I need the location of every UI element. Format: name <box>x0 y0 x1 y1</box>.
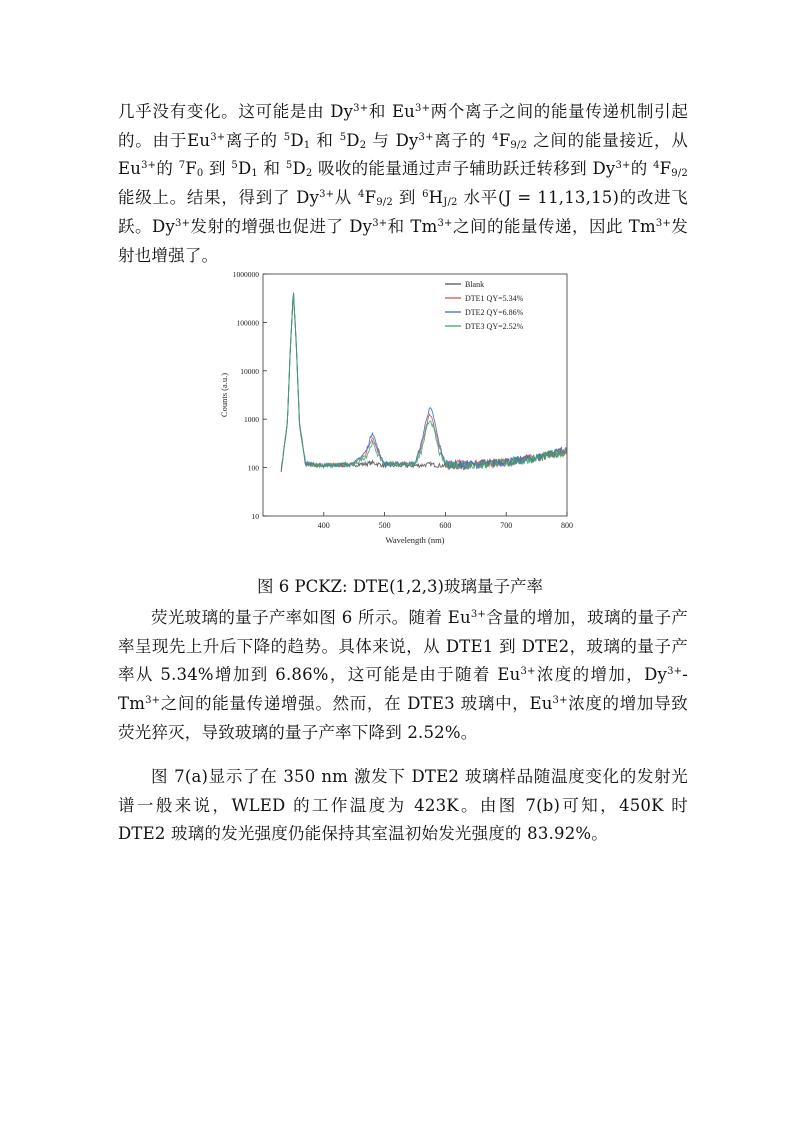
superscript: 5 <box>285 160 293 172</box>
text-run: F <box>364 188 377 208</box>
text-run: 几乎没有变化。这可能是由 Dy <box>118 102 354 121</box>
text-run: 与 Dy <box>366 130 419 150</box>
text-run: 浓度的增加导致荧光猝灭，导致玻璃的量子产率下降到 2.52%。 <box>118 694 688 742</box>
superscript: 3+ <box>210 131 226 143</box>
paragraph-quantum-yield <box>118 604 688 748</box>
superscript: 3+ <box>174 217 191 229</box>
legend-label-2: DTE2 QY=6.86% <box>465 308 524 317</box>
y-tick-label: 100 <box>247 463 259 473</box>
emission-spectrum-chart <box>215 262 585 554</box>
y-tick-label: 100000 <box>236 318 259 328</box>
x-tick-label: 600 <box>439 521 452 530</box>
superscript: 5 <box>339 131 347 143</box>
subscript: 9/2 <box>671 168 688 180</box>
figure-quantum-yield <box>215 262 585 554</box>
superscript: 3+ <box>319 189 335 201</box>
text-run: 离子的 <box>433 130 493 150</box>
text-run: 能级上。结果，得到了 Dy <box>118 188 320 208</box>
text-run: 吸收的能量通过声子辅助跃迁转移到 Dy <box>312 159 616 179</box>
x-axis-label: Wavelength (nm) <box>385 535 445 545</box>
text-run: 从 <box>334 188 358 208</box>
text-run: D <box>237 159 252 179</box>
superscript: 7 <box>178 160 186 172</box>
text-run: 图 7(a)显示了在 350 nm 激发下 DTE2 玻璃样品随温度变化的发射光谱一般来说，WLED 的工作温度为 423K。由图 7(b)可知，450K 时 DTE2 玻璃的发光强度仍能保持其室温初始发光强度的 83.92%。 <box>118 767 688 844</box>
text-run: 和 <box>310 130 340 150</box>
text-run: 含量的增加，玻璃的量子产率呈现先上升后下降的趋势。具体来说，从 DTE1 到 DTE2，玻璃的量子产率从 5.34%增加到 6.86%，这可能是由于随着 Eu <box>118 608 688 685</box>
superscript: 4 <box>358 189 365 201</box>
superscript: 3+ <box>372 217 388 229</box>
text-run: 和 <box>257 159 286 179</box>
superscript: 3+ <box>437 217 453 229</box>
text-run: 之间的能量传递，因此 Tm <box>452 216 656 236</box>
text-run: F <box>659 159 672 179</box>
subscript: 1 <box>251 168 258 180</box>
superscript: 3+ <box>470 609 486 620</box>
text-run: 到 <box>392 188 423 208</box>
text-run: D <box>290 130 304 150</box>
superscript: 6 <box>422 189 429 201</box>
text-run: 两个离子之间的能量传递机制引起的。由于Eu <box>118 102 689 150</box>
text-run: 荧光玻璃的量子产率如图 6 所示。随着 Eu <box>151 608 471 627</box>
x-tick-label: 400 <box>317 521 330 530</box>
figure-caption: 图 6 PCKZ: DTE(1,2,3)玻璃量子产率 <box>257 577 543 596</box>
text-run: D <box>346 130 360 150</box>
y-axis-label: Counts (a.u.) <box>219 372 229 418</box>
superscript: 3+ <box>520 666 536 678</box>
text-run: 发射也增强了。 <box>118 216 688 265</box>
y-tick-label: 10 <box>251 512 259 521</box>
y-tick-label: 1000000 <box>232 270 259 279</box>
text-run: 离子的 <box>225 130 284 150</box>
subscript: 9/2 <box>510 139 528 151</box>
x-tick-label: 500 <box>378 521 391 530</box>
superscript: 3+ <box>353 103 369 114</box>
superscript: 4 <box>653 160 660 172</box>
superscript: 3+ <box>615 160 631 172</box>
text-run: 发射的增强也促进了 Dy <box>190 216 373 236</box>
superscript: 5 <box>283 131 291 143</box>
x-tick-label: 800 <box>561 521 573 530</box>
subscript: J/2 <box>443 197 458 209</box>
text-run: -Tm <box>118 665 688 714</box>
y-tick-label: 1000 <box>244 415 259 425</box>
superscript: 3+ <box>552 695 568 707</box>
subscript: 9/2 <box>376 197 393 209</box>
subscript: 0 <box>196 168 204 180</box>
subscript: 2 <box>359 139 367 151</box>
x-tick-label: 700 <box>500 521 513 530</box>
text-run: H <box>428 188 444 208</box>
text-run: 的 <box>156 159 179 179</box>
paragraph-temperature <box>118 763 688 849</box>
text-run: 和 Tm <box>387 216 438 236</box>
superscript: 3+ <box>141 160 157 172</box>
legend-label-3: DTE3 QY=2.52% <box>465 322 524 331</box>
text-run: D <box>292 159 306 179</box>
text-run: 到 <box>203 159 232 179</box>
text-run: 浓度的增加，Dy <box>535 665 668 685</box>
paragraph-energy-transfer <box>118 98 688 270</box>
text-run: 的 <box>630 159 654 179</box>
superscript: 3+ <box>145 695 161 707</box>
legend-label-1: DTE1 QY=5.34% <box>465 294 524 303</box>
text-run: 之间的能量接近，从 Eu <box>118 130 689 179</box>
subscript: 1 <box>303 139 311 151</box>
text-run: 水平(J = 11,13,15)的改进飞跃。Dy <box>118 188 688 236</box>
text-run: F <box>185 159 197 179</box>
y-tick-label: 10000 <box>240 366 259 376</box>
superscript: 3+ <box>415 103 431 114</box>
superscript: 3+ <box>655 217 671 229</box>
superscript: 5 <box>231 160 238 172</box>
superscript: 3+ <box>418 131 434 143</box>
text-run: 和 Eu <box>368 102 416 121</box>
superscript: 3+ <box>667 666 683 678</box>
subscript: 2 <box>305 168 313 180</box>
text-run: 之间的能量传递增强。然而，在 DTE3 玻璃中，Eu <box>160 694 553 714</box>
superscript: 4 <box>492 131 499 143</box>
text-run: F <box>498 130 511 150</box>
legend-label-0: Blank <box>465 280 485 289</box>
